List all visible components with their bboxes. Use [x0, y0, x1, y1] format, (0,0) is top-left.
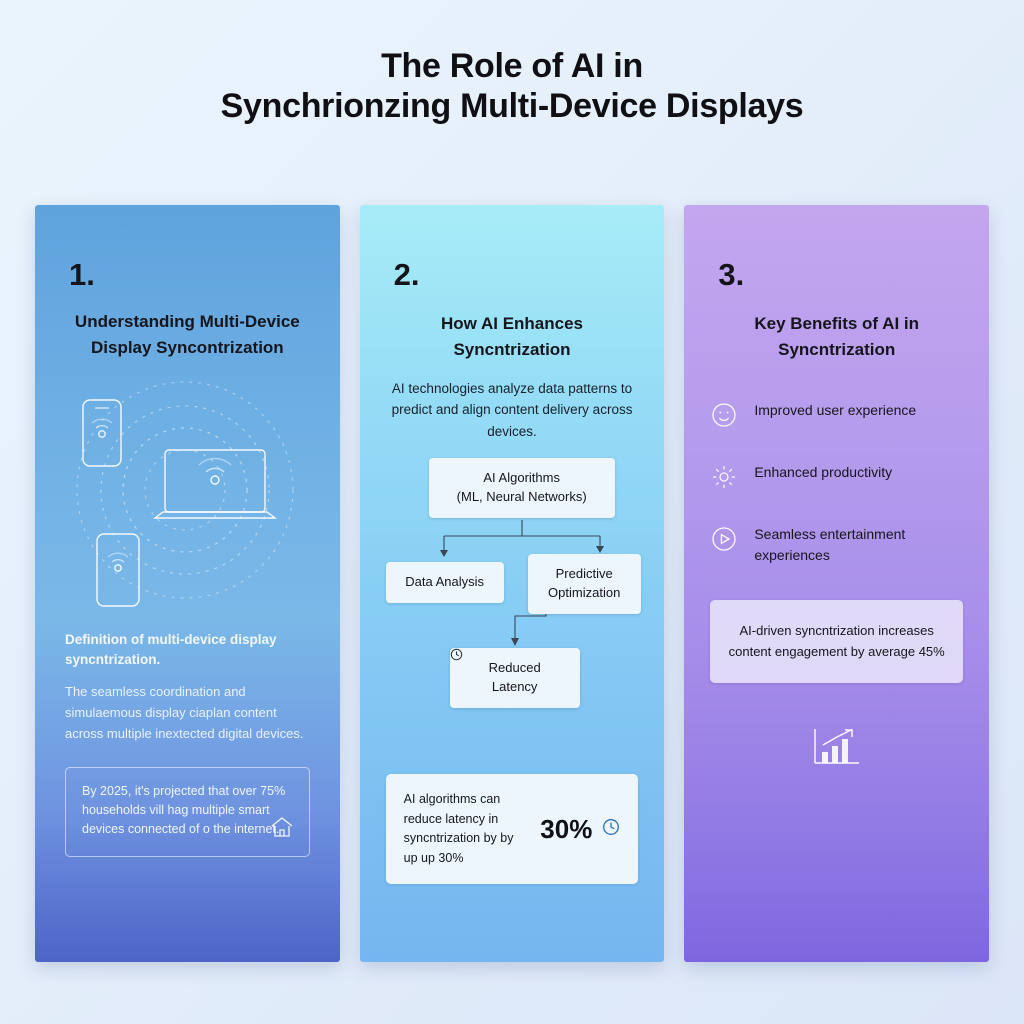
list-item — [710, 524, 963, 566]
card-number: 3. — [718, 257, 745, 292]
multi-device-illustration — [35, 372, 340, 622]
cards-container — [35, 205, 989, 965]
ai-flow-diagram — [386, 458, 639, 748]
bar-chart-growth-icon — [684, 725, 989, 772]
projection-note-text: By 2025, it's projected that over 75% households vill hag multiple smart devices connected of o the internet. — [82, 783, 286, 837]
list-item — [710, 462, 963, 496]
card-understanding — [35, 205, 340, 962]
clock-icon — [602, 818, 620, 841]
engagement-stat-box: AI-driven syncntrization increases content engagement by average 45% — [710, 600, 963, 683]
home-icon — [269, 815, 295, 845]
page-title — [0, 0, 1024, 126]
list-item-label: Seamless entertainment experiences — [754, 525, 906, 563]
latency-stat-value: 30% — [540, 813, 593, 844]
card-how-ai-enhances — [360, 205, 665, 962]
card-key-benefits — [684, 205, 989, 962]
card-heading: Key Benefits of AI in Syncntrization — [754, 314, 920, 360]
flow-node-data-analysis: Data Analysis — [386, 562, 504, 603]
flow-node-line-2: Optimization — [548, 585, 621, 601]
flow-node-predictive-optimization — [528, 554, 641, 614]
card-number: 1. — [69, 257, 95, 292]
list-item — [710, 400, 963, 434]
page-title-line-2: Synchrionzing Multi-Device Displays — [220, 87, 804, 126]
smiley-face-icon — [710, 401, 738, 434]
flow-node-line-1: Reduced — [488, 660, 541, 676]
flow-node-line-2: (ML, Neural Networks) — [456, 489, 587, 505]
benefits-list — [684, 400, 989, 566]
gear-icon — [710, 463, 738, 496]
card-heading: Understanding Multi-Device Display Syncontrization — [74, 312, 300, 358]
card-heading: How AI Enhances Syncntrization — [441, 314, 584, 360]
flow-node-reduced-latency — [450, 648, 580, 708]
definition-text: The seamless coordination and simulaemous display ciaplan content across multiple inextected digital devices. — [65, 684, 304, 741]
flow-node-line-1: AI Algorithms — [483, 470, 560, 486]
list-item-label: Enhanced productivity — [754, 463, 893, 480]
play-circle-icon — [710, 525, 738, 558]
projection-note — [65, 767, 310, 857]
definition-title: Definition of multi-device display syncntrization. — [65, 631, 277, 667]
list-item-label: Improved user experience — [754, 401, 917, 418]
latency-stat-text: AI algorithms can reduce latency in syncntrization by by up up 30% — [403, 792, 514, 865]
latency-stat-box — [386, 774, 639, 884]
card-number: 2. — [393, 257, 420, 292]
card-subtitle: AI technologies analyze data patterns to predict and align content delivery across devices. — [391, 380, 633, 439]
flow-node-line-2: Latency — [460, 678, 570, 697]
definition-block — [35, 630, 340, 745]
flow-node-ai-algorithms — [429, 458, 615, 518]
flow-node-line-1: Predictive — [555, 566, 613, 582]
page-title-line-1: The Role of AI in — [381, 47, 643, 85]
